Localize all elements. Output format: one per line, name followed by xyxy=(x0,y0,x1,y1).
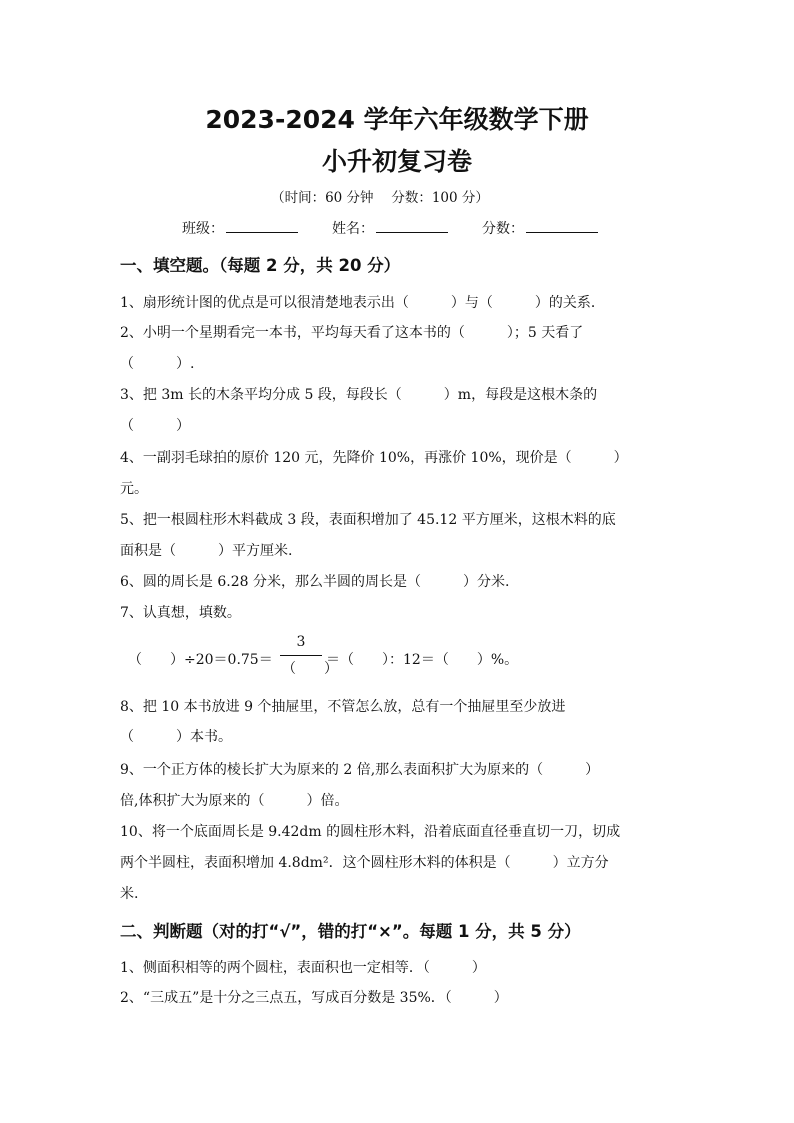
question-4-line-1: 4、一副羽毛球拍的原价 120 元，先降价 10%，再涨价 10%，现价是（ ） xyxy=(120,450,628,466)
question-9-line-2: 倍,体积扩大为原来的（ ）倍。 xyxy=(120,793,349,809)
question-8-line-2: （ ）本书。 xyxy=(120,729,232,745)
exam-title: 2023-2024 学年六年级数学下册 xyxy=(205,105,589,134)
question-10-line-1: 10、将一个底面周长是 9.42dm 的圆柱形木料，沿着底面直径垂直切一刀，切成 xyxy=(120,824,621,840)
section2-heading: 二、判断题（对的打“√”，错的打“×”。每题 1 分，共 5 分） xyxy=(120,922,581,941)
fraction-bar xyxy=(280,655,322,656)
student-info-fields xyxy=(182,217,632,238)
question-6: 6、圆的周长是 6.28 分米，那么半圆的周长是（ ）分米. xyxy=(120,574,510,590)
name-blank[interactable] xyxy=(376,217,448,233)
score-field[interactable] xyxy=(482,217,598,238)
question-9-line-1: 9、一个正方体的棱长扩大为原来的 2 倍,那么表面积扩大为原来的（ ） xyxy=(120,762,600,778)
question-10-line-3: 米. xyxy=(120,886,139,902)
class-label: 班级： xyxy=(182,221,224,237)
question-3-line-1: 3、把 3m 长的木条平均分成 5 段，每段长（ ）m，每段是这根木条的 xyxy=(120,387,598,403)
name-field[interactable] xyxy=(332,217,448,238)
question-5-line-1: 5、把一根圆柱形木料截成 3 段，表面积增加了 45.12 平方厘米，这根木料的底 xyxy=(120,512,616,528)
name-label: 姓名： xyxy=(332,221,374,237)
section1-heading: 一、填空题。（每题 2 分，共 20 分） xyxy=(120,256,401,275)
exam-time-score-info: （时间：60 分钟 分数：100 分） xyxy=(271,190,489,206)
question-2-line-2: （ ）. xyxy=(120,356,195,372)
formula-part-2: ＝（ ）：12＝（ ）%。 xyxy=(326,652,519,668)
question-5-line-2: 面积是（ ）平方厘米. xyxy=(120,543,293,559)
class-blank[interactable] xyxy=(226,217,298,233)
question-2-line-1: 2、小明一个星期看完一本书，平均每天看了这本书的（ ）；5 天看了 xyxy=(120,325,584,341)
fraction-numerator: 3 xyxy=(296,634,306,650)
question-7: 7、认真想，填数。 xyxy=(120,605,241,621)
class-field[interactable] xyxy=(182,217,298,238)
judge-question-1: 1、侧面积相等的两个圆柱，表面积也一定相等．（ ） xyxy=(120,960,486,976)
question-8-line-1: 8、把 10 本书放进 9 个抽屉里，不管怎么放，总有一个抽屉里至少放进 xyxy=(120,699,566,715)
question-1: 1、扇形统计图的优点是可以很清楚地表示出（ ）与（ ）的关系． xyxy=(120,295,605,311)
question-3-line-2: （ ） xyxy=(120,418,190,434)
judge-question-2: 2、“三成五”是十分之三点五，写成百分数是 35%．（ ） xyxy=(120,990,508,1006)
score-label: 分数： xyxy=(482,221,524,237)
score-blank[interactable] xyxy=(526,217,598,233)
question-4-line-2: 元。 xyxy=(120,481,148,497)
exam-subtitle: 小升初复习卷 xyxy=(321,147,472,176)
question-10-line-2: 两个半圆柱，表面积增加 4.8dm²．这个圆柱形木料的体积是（ ）立方分 xyxy=(120,855,609,871)
fraction-denominator: （ ） xyxy=(282,661,338,677)
formula-part-1: （ ）÷20＝0.75＝ xyxy=(128,652,273,668)
